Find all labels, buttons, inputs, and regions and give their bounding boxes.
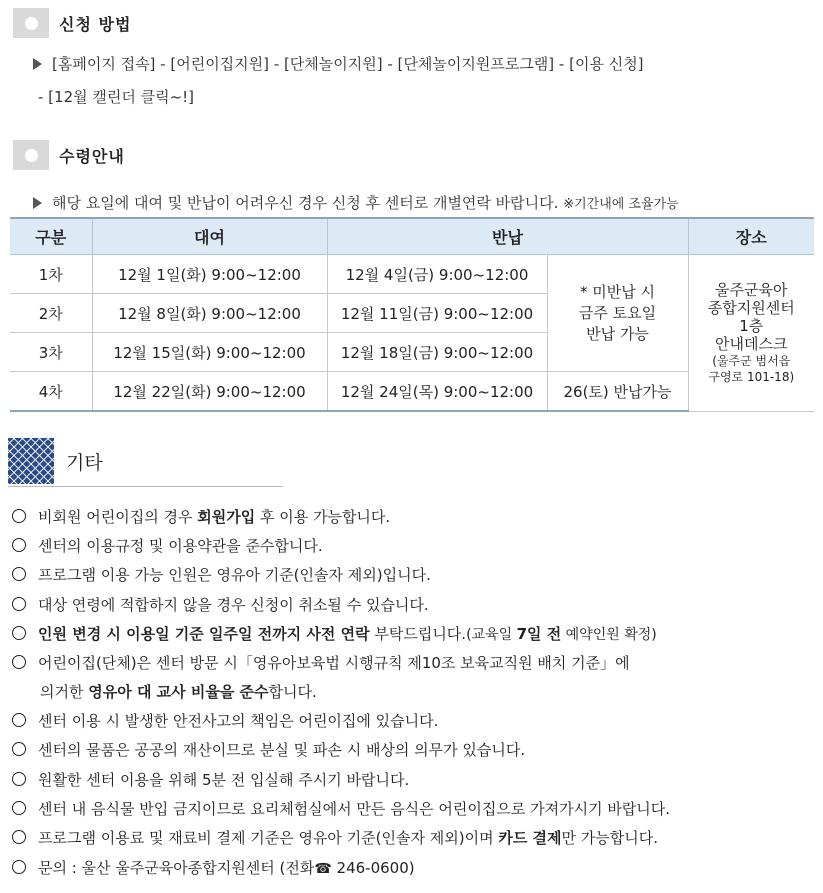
circle-bullet-icon bbox=[12, 772, 26, 786]
triangle-bullet-icon bbox=[33, 58, 42, 70]
circle-bullet-icon bbox=[12, 567, 26, 581]
rule-item: 센터 이용 시 발생한 안전사고의 책임은 어린이집에 있습니다. bbox=[12, 710, 438, 731]
rule-item: 인원 변경 시 이용일 기준 일주일 전까지 사전 연락 부탁드립니다.(교육일 7일 전 예약인원 확정) bbox=[12, 623, 657, 644]
rule-item: 프로그램 이용료 및 재료비 결제 기준은 영유아 기준(인솔자 제외)이며 카드 결제만 가능합니다. bbox=[12, 827, 658, 848]
rent-cell: 12월 22일(화) 9:00~12:00 bbox=[92, 372, 327, 412]
section-header-etc bbox=[8, 436, 283, 487]
rule-item: 원활한 센터 이용을 위해 5분 전 입실해 주시기 바랍니다. bbox=[12, 769, 409, 790]
rule-item: 대상 연령에 적합하지 않을 경우 신청이 취소될 수 있습니다. bbox=[12, 594, 429, 615]
circle-bullet-icon bbox=[12, 713, 26, 727]
rule-item: 비회원 어린이집의 경우 회원가입 후 이용 가능합니다. bbox=[12, 506, 390, 527]
section-title: 기타 bbox=[66, 451, 103, 474]
section-header-apply bbox=[13, 8, 131, 38]
rule-item: 프로그램 이용 가능 인원은 영유아 기준(인솔자 제외)입니다. bbox=[12, 564, 431, 585]
round-cell: 1차 bbox=[10, 255, 92, 294]
section-header-receive bbox=[13, 140, 125, 170]
receive-note: 해당 요일에 대여 및 반납이 어려우신 경우 신청 후 센터로 개별연락 바랍니다. ※기간내에 조율가능 bbox=[33, 192, 679, 213]
rule-item: 센터 내 음식물 반입 금지이므로 요리체험실에서 만든 음식은 어린이집으로 가져가시기 바랍니다. bbox=[12, 798, 670, 819]
circle-bullet-icon bbox=[12, 860, 26, 874]
round-cell: 4차 bbox=[10, 372, 92, 412]
rent-cell: 12월 1일(화) 9:00~12:00 bbox=[92, 255, 327, 294]
header-round: 구분 bbox=[10, 218, 92, 255]
circle-bullet-icon bbox=[12, 742, 26, 756]
circle-bullet-icon bbox=[12, 801, 26, 815]
apply-steps-line1: [홈페이지 접속] - [어린이집지원] - [단체놀이지원] - [단체놀이지원프로그램] - [이용 신청] bbox=[33, 53, 644, 74]
saturday-return-cell: 26(토) 반납가능 bbox=[547, 372, 688, 412]
rent-cell: 12월 8일(화) 9:00~12:00 bbox=[92, 294, 327, 333]
return-cell: 12월 24일(목) 9:00~12:00 bbox=[327, 372, 547, 412]
circle-bullet-icon bbox=[12, 538, 26, 552]
circle-bullet-icon bbox=[12, 626, 26, 640]
header-return: 반납 bbox=[327, 218, 688, 255]
table-row bbox=[10, 255, 814, 294]
place-cell: 울주군육아 종합지원센터 1층 안내데스크 (울주군 범서읍 구영로 101-18) bbox=[688, 255, 814, 412]
header-rent: 대여 bbox=[92, 218, 327, 255]
schedule-table bbox=[10, 217, 814, 412]
triangle-bullet-icon bbox=[33, 197, 42, 209]
phone-icon: ☎ bbox=[314, 861, 332, 877]
header-place: 장소 bbox=[688, 218, 814, 255]
rule-item: 어린이집(단체)은 센터 방문 시「영유아보육법 시행규칙 제10조 보육교직원 배치 기준」에 bbox=[12, 652, 630, 673]
rule-item: 센터의 물품은 공공의 재산이므로 분실 및 파손 시 배상의 의무가 있습니다. bbox=[12, 739, 525, 760]
return-cell: 12월 11일(금) 9:00~12:00 bbox=[327, 294, 547, 333]
rent-cell: 12월 15일(화) 9:00~12:00 bbox=[92, 333, 327, 372]
table-header-row bbox=[10, 218, 814, 255]
rule-item: 센터의 이용규정 및 이용약관을 준수합니다. bbox=[12, 535, 323, 556]
rule-item-continued: 의거한 영유아 대 교사 비율을 준수합니다. bbox=[40, 683, 317, 701]
section-bullet-icon bbox=[13, 8, 49, 38]
section-title: 수령안내 bbox=[59, 146, 125, 166]
return-cell: 12월 4일(금) 9:00~12:00 bbox=[327, 255, 547, 294]
rule-item-contact: 문의 : 울산 울주군육아종합지원센터 (전화☎ 246-0600) bbox=[12, 857, 415, 878]
circle-bullet-icon bbox=[12, 655, 26, 669]
round-cell: 2차 bbox=[10, 294, 92, 333]
return-cell: 12월 18일(금) 9:00~12:00 bbox=[327, 333, 547, 372]
circle-bullet-icon bbox=[12, 509, 26, 523]
circle-bullet-icon bbox=[12, 830, 26, 844]
apply-steps-line2: - [12월 캘린더 클릭~!] bbox=[38, 88, 195, 106]
section-title: 신청 방법 bbox=[59, 14, 132, 34]
section-bullet-icon bbox=[13, 140, 49, 170]
crosshatch-pattern-icon bbox=[8, 438, 54, 484]
circle-bullet-icon bbox=[12, 597, 26, 611]
unreturned-note: * 미반납 시 금주 토요일 반납 가능 bbox=[547, 255, 688, 372]
round-cell: 3차 bbox=[10, 333, 92, 372]
